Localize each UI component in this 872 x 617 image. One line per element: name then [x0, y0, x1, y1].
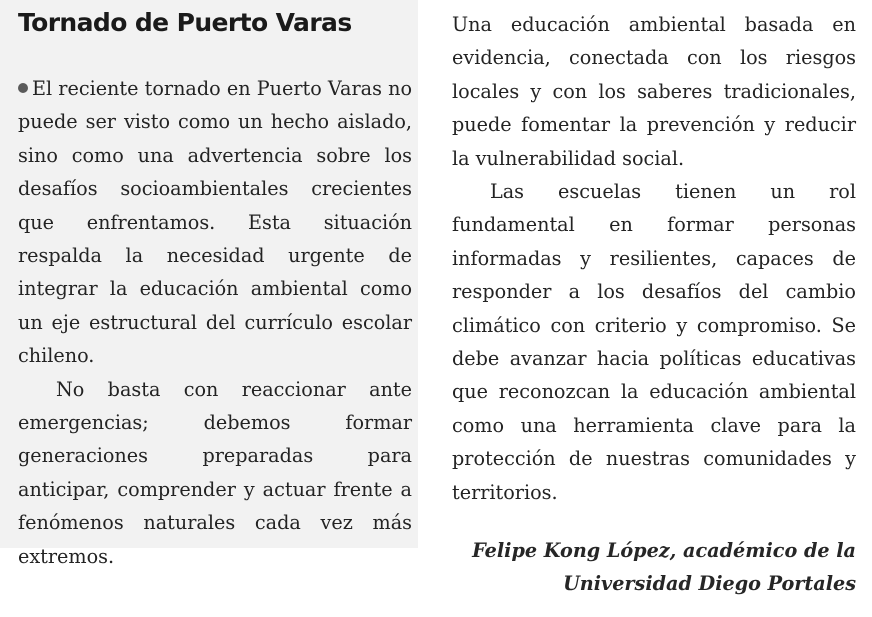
signature-line-1: Felipe Kong López, académico de la	[472, 539, 856, 562]
paragraph-3: Una educación ambiental basada en evidencia, conectada con los riesgos locales y con los saberes tradicionales, puede fomentar la prevención y reducir la vulnerabilidad social.	[452, 13, 856, 170]
bullet-icon	[18, 83, 28, 93]
paragraph-2: No basta con reaccionar ante emergencias; debemos formar generaciones preparadas para anticipar, comprender y actuar frente a fenómenos naturales cada vez más extremos.	[18, 377, 412, 568]
paragraph-1-container	[18, 72, 412, 373]
paragraph-4: Las escuelas tienen un rol fundamental en formar personas informadas y resilientes, capaces de responder a los desafíos del cambio climático con criterio y compromiso. Se debe avanzar hacia políticas educativas que reconozcan la educación ambiental como una herramienta clave para la protección de nuestras comunidades y territorios.	[452, 180, 856, 504]
right-column-text	[452, 8, 856, 509]
article-title: Tornado de Puerto Varas	[18, 8, 352, 37]
signature-line-2: Universidad Diego Portales	[563, 572, 856, 595]
author-signature	[472, 534, 856, 600]
paragraph-1: El reciente tornado en Puerto Varas no puede ser visto como un hecho aislado, sino como una advertencia sobre los desafíos socioambientales crecientes que enfrentamos. Esta situación respalda la necesidad urgente de integrar la educación ambiental como un eje estructural del currículo escolar chileno.	[18, 77, 412, 368]
left-column-text	[18, 72, 412, 573]
